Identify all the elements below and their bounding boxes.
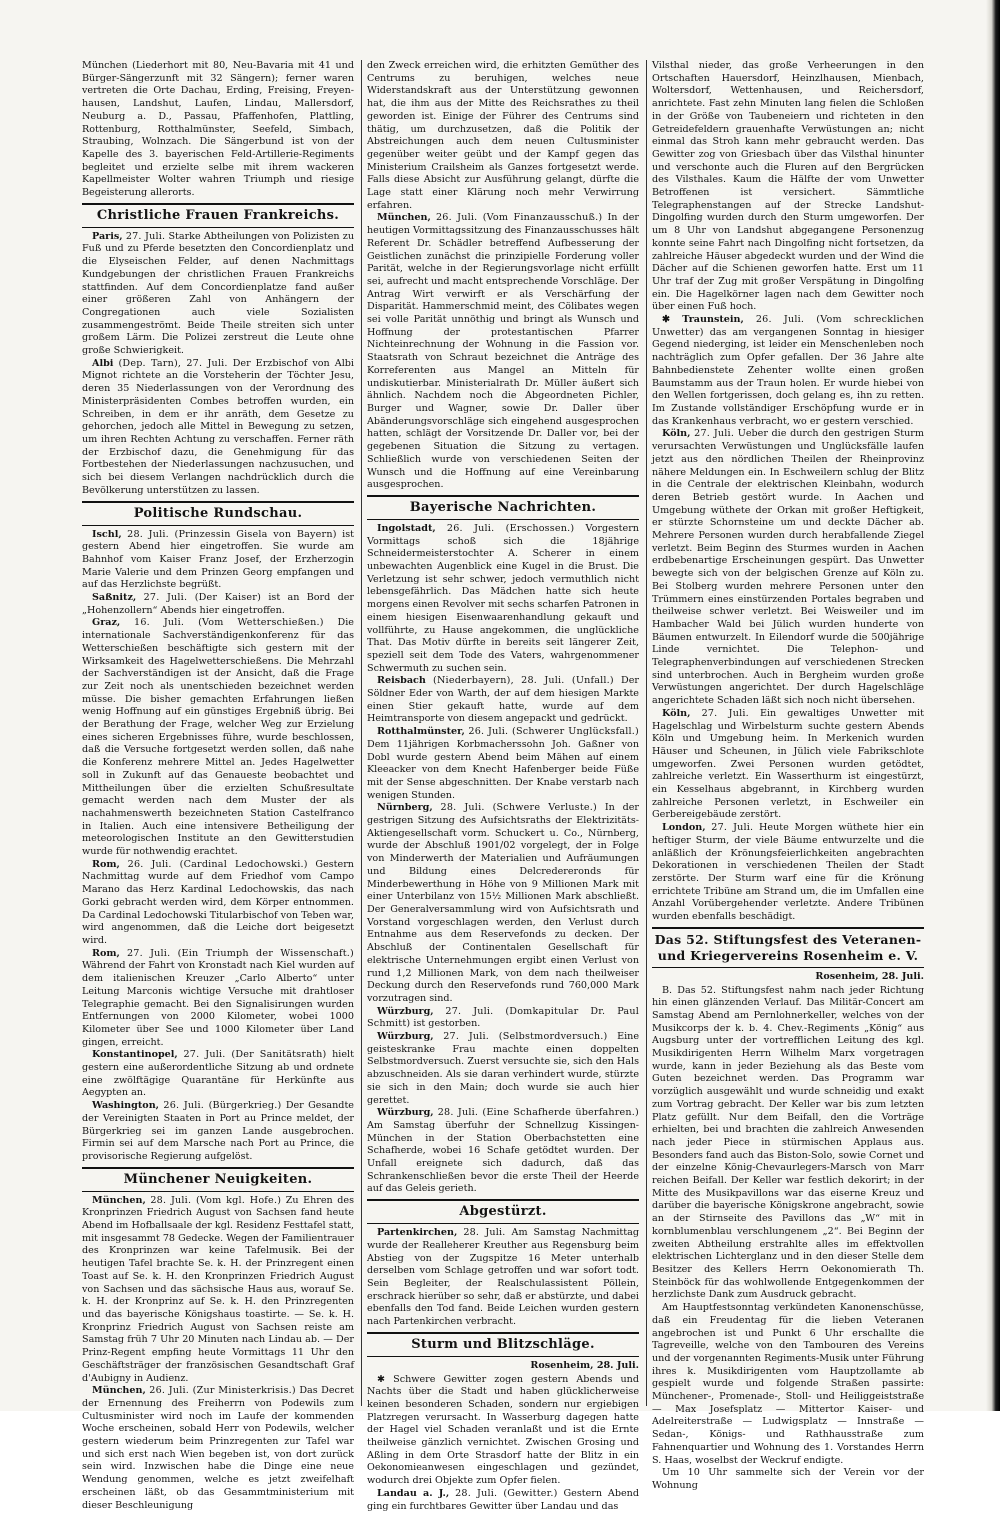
dateline-subtitle: 26. Juli. (Cardinal Ledochowski.) <box>127 858 308 870</box>
section-heading: Politische Rundschau. <box>133 505 303 521</box>
paragraph-text: Dem 11jährigen Korbmacherssohn Joh. Gaßner von Dobl wurde gestern Abend beim Mähen auf einem Kleeacker von dem Knecht Hafenberger beide Füße mit der Sense abgeschnitten. Der Knabe verstarb nach wenigen Stunden. <box>367 738 639 801</box>
paragraph-text: hielt gestern eine außerordentliche Sitzung ab und ordnete eine zwölftägige Quarantäne für Herkünfte aus Aegypten an. <box>82 1049 354 1099</box>
paragraph-text: ist gestorben. <box>413 1018 481 1030</box>
dateline-place: Würzburg, <box>377 1031 434 1043</box>
dateline-place: Würzburg, <box>377 1005 434 1017</box>
section-rule <box>367 519 639 520</box>
dateline-subtitle: 27. Juli. <box>701 707 749 719</box>
dateline-subtitle: 28. Juli. (Schwere Verluste.) <box>440 802 598 814</box>
article-paragraph <box>652 822 924 924</box>
section-heading: Abgestürzt. <box>459 1204 547 1220</box>
paragraph-text: den Zweck erreichen wird, die erhitzten Gemüther des Centrums zu beruhigen, welches neue Widerstandskraft aus der Unterstützung gewonnen hat, die ihm aus der Mitte des Reichsrathes zu theil geworden ist. Einige der Führer des Centrums sind thätig, um durchzusetzen, daß die Politik der Abstreichungen auch dem neuen Cultusminister gegenüber weiter geübt und der Kampf gegen das Ministerium Crailsheim als Ganzes fortgesetzt werde. Falls diese Absicht zur Ausführung gelangt, dürfte die Lage statt einer Klärung noch mehr Verwirrung erfahren. <box>367 60 639 211</box>
section-rule <box>82 227 354 228</box>
dateline-subtitle: 28. Juli. (Eine Schafherde überfahren.) <box>437 1107 639 1119</box>
paragraph-text: Gestern Nachmittag wurde auf dem Friedhof vom Campo Marano das Herz Kardinal Ledochowskis, das nach Gorki gebracht werden wird, dem Körper entnommen. Da Cardinal Ledochowski Titularbischof von Teben war, wird angenommen, daß die Leiche dort beigesetzt wird. <box>82 858 354 946</box>
section-rule <box>82 501 354 503</box>
dateline-subtitle: 26. Juli. (Vom Finanzausschuß.) <box>435 212 603 224</box>
article-paragraph <box>82 948 354 1050</box>
article-paragraph <box>367 1488 639 1513</box>
paragraph-text: Am Hauptfestsonntag verkündeten Kanonenschüsse, daß ein Freudentag für die lieben Veteranen angebrochen ist und Punkt 6 Uhr erschallte die Tagreveille, welche von den Tambouren des Vereins und der vorgenannten Regiments-Musik unter Führung ihres k. Musikdirigenten vom Hauptzollamte ab gespielt wurde und folgende Straßen passirte: Münchener-, Promenade-, Stoll- und Heiliggeiststraße — Max Josefsplatz — Mittertor Kaiser- und Adelreiterstraße — Ludwigsplatz — Innstraße — Sedan-, Königs- und Rathhausstraße zum Fahnenquartier und Wohnung des 1. Vorstandes Herrn S. Haas, woselbst der Weckruf endigte. <box>652 1302 924 1466</box>
dateline-subtitle: 27. Juli. <box>711 822 754 834</box>
page-binding-edge <box>986 0 1000 1411</box>
article-paragraph <box>82 859 354 948</box>
paragraph-text: In der gestrigen Sitzung des Aufsichtsraths der Elektrizitäts-Aktiengesellschaft vorm. Schuckert u. Co., Nürnberg, wurde der Abschluß 1901/02 vorgelegt, der in Folge von Minderwerth der Materialien und Aufräumungen und Bildung eines Delcredereronds für Minderbewerthung in Höhe von 9 Millionen Mark mit einer Unterbilanz von 15½ Millionen Mark abschließt. Der Generalversammlung wird von Aufsichtsrath und Vorstand vorgeschlagen werden, den Verlust durch Entnahme aus dem Reservefonds zu decken. Der Abschluß der Continentalen Gesellschaft für elektrische Unternehmungen ergibt einen Verlust von rund 1,2 Millionen Mark, von dem nach theilweiser Deckung durch den Reservefonds rund 760,000 Mark vorzutragen sind. <box>367 802 639 1004</box>
dateline-place: Rotthalmünster, <box>377 726 465 738</box>
article-paragraph <box>367 212 639 491</box>
article-paragraph <box>82 231 354 358</box>
dateline-place: Albi <box>92 357 114 369</box>
section-heading: Sturm und Blitzschläge. <box>411 1336 595 1352</box>
article-paragraph <box>367 60 639 212</box>
paragraph-text: Das Decret der Ernennung des Freiherrn von Podewils zum Cultusminister wird noch im Laufe der kommenden Woche erscheinen, sobald Herr von Podewils, welcher gestern wiederum beim Prinzregenten zur Tafel war und sich erst nach Wien begeben ist, von dort zurück sein wird. Inzwischen habe die Dinge eine neue Wendung genommen, welche es jetzt zweifelhaft erscheinen läßt, ob das Gesammtministerium mit dieser Beschleunigung <box>82 1385 354 1511</box>
paragraph-text: Ueber die durch den gestrigen Sturm verursachten Verwüstungen und Unglücksfälle laufen jetzt aus den nördlichen Theilen der Rheinprovinz nähere Meldungen ein. In Eschweilern schlug der Blitz in die Centrale der elektrischen Kleinbahn, wodurch deren Betrieb gestört wurde. In Aachen und Umgebung wüthete der Orkan mit großer Heftigkeit, er stürzte Schornsteine um und deckte Dächer ab. Mehrere Personen wurden durch herabfallende Ziegel verletzt. Beim Beginn des Sturmes wurden in Aachen erdbebenartige Erscheinungen gespürt. Das Unwetter bewegte sich von der belgischen Grenze auf Köln zu. Bei Stolberg wurden mehrere Personen unter den Trümmern eines einstürzenden Portales begraben und theilweise schwer verletzt. Bei Weisweiler und im Hambacher Wald bei Jülich wurden hunderte von Bäumen entwurzelt. In Eilendorf wurde die 500jährige Linde vernichtet. Die Telephon- und Telegraphenverbindungen auf verschiedenen Strecken sind unterbrochen. Auch in Bergheim wurden große Verwüstungen angerichtet. Der durch Hagelschläge angerichtete Schaden läßt sich noch nicht übersehen. <box>652 428 924 707</box>
dateline-place: London, <box>662 822 706 834</box>
paragraph-text: Der Erzbischof von Albi Mignot richtete an die Vorsteherin der Töchter Jesu, deren 35 Niederlassungen von der Verordnung des Ministerpräsidenten Combes betroffen wurden, ein Schreiben, in dem er ihr anräth, dem Gesetze zu gehorchen, jedoch alle Mittel in Bewegung zu setzen, um ihren Rechten Achtung zu verschaffen. Ferner räth der Erzbischof dazu, die Genehmigung für das Fortbestehen der Niederlassungen nachzusuchen, und sich bei diesem Verlangen nachdrücklich durch die Bevölkerung unterstützen zu lassen. <box>82 357 354 496</box>
section-heading: Das 52. Stiftungsfest des Veteranen- und Kriegervereins Rosenheim e. V. <box>654 931 922 963</box>
section-rule <box>652 927 924 929</box>
dateline-place: Würzburg, <box>377 1107 434 1119</box>
section-rule <box>367 1199 639 1201</box>
dateline-place: Graz, <box>92 617 121 629</box>
dateline-place: Konstantinopel, <box>92 1049 178 1061</box>
dateline-subtitle: 28. Juli. <box>463 1227 506 1239</box>
article-paragraph <box>652 428 924 707</box>
article-paragraph <box>367 523 639 675</box>
section-rule <box>367 495 639 497</box>
section-rule <box>652 967 924 968</box>
dateline-place: Landau a. J., <box>377 1487 450 1499</box>
dateline-subtitle: 16. Juli. (Vom Wetterschießen.) <box>134 617 324 629</box>
article-paragraph <box>82 358 354 498</box>
dateline-place: Ingolstadt, <box>377 522 436 534</box>
paragraph-text: Am Samstag Nachmittag wurde der Realleherer Kreuther aus Regensburg beim Abstieg von der Zugspitze 16 Meter unterhalb derselben vom Schlage getroffen und war sofort todt. Sein Begleiter, der Realschulassistent Pöllein, erschrack hierüber so sehr, daß er abstürzte, und dabei ebenfalls den Tod fand. Beide Leichen wurden gestern nach Partenkirchen verbracht. <box>367 1227 639 1328</box>
paragraph-text: Während der Fahrt von Kronstadt nach Kiel wurden auf dem italienischen Kreuzer „Carlo Alberto“ unter Leitung Marconis wichtige Versuche mit drahtloser Telegraphie gemacht. Bei den Signalisirungen wurden Entfernungen von 2000 Kilometer, wobei 1000 Kilometer über See und 1000 Kilometer über Land gingen, erreicht. <box>82 960 354 1048</box>
section-rule <box>82 1191 354 1192</box>
paragraph-text: Zu Ehren des Kronprinzen Friedrich August von Sachsen fand heute Abend im Hofballsaale der kgl. Residenz Festtafel statt, mit insgesammt 78 Gedecke. Wegen der Familientrauer des Kronprinzen war keine Tafelmusik. Bei der heutigen Tafel brachte Se. k. H. der Prinzregent einen Toast auf Se. k. H. den Kronprinzen Friedrich August von Sachsen und das sächsische Haus aus, worauf Se. k. H. der Kronprinz auf Se. k. H. den Prinzregenten und das bayerische Königshaus toastirte. — Se. k. H. Kronprinz Friedrich August von Sachsen reiste am Samstag früh 7 Uhr 20 Minuten nach Lindau ab. — Der Prinz-Regent empfing heute Vormittags 11 Uhr den Geschäftsträger der französischen Gesandtschaft Graf d'Aubigny in Audienz. <box>82 1194 355 1384</box>
dateline-place: ✱ Traunstein, <box>662 314 744 326</box>
dateline-place: München, <box>92 1385 146 1397</box>
dateline-subtitle: 28. Juli. (Vom kgl. Hofe.) <box>150 1194 282 1206</box>
paragraph-text: das am vergangenen Sonntag in hiesiger Gegend niederging, ist leider ein Menschenleben noch nachträglich zum Opfer gefallen. Der 36 Jahre alte Bahnbedienstete Zehenter wollte einen großen Baumstamm aus der Traun holen. Er wurde hiebei von den Wellen fortgerissen, doch gelang es, ihn zu retten. Im Zustande vollständiger Erschöpfung wurde er in das Krankenhaus verbracht, wo er gestern verschied. <box>652 326 924 427</box>
dateline-subtitle: 27. Juli. <box>125 230 166 242</box>
dateline-place: Saßnitz, <box>92 592 137 604</box>
dateline-place: Reisbach <box>377 675 426 687</box>
dateline-subtitle: 27. Juli. (Domkapitular Dr. Paul Schmitt) <box>367 1005 639 1030</box>
column-rule <box>361 60 362 1406</box>
section-rule <box>82 525 354 526</box>
article-paragraph <box>82 529 354 593</box>
section-heading: Münchener Neuigkeiten. <box>123 1171 313 1187</box>
dateline-subtitle: 26. Juli. (Vom schrecklichen Unwetter) <box>652 314 924 338</box>
dateline-place: Rom, <box>92 858 120 870</box>
section-rule <box>82 1167 354 1169</box>
paragraph-text: Vorgestern Vormittags schoß sich die 18jährige Schneidermeisterstochter A. Scherer in einem unbewachten Augenblick eine Kugel in die Brust. Die Verletzung ist sehr schwer, jedoch vermuthlich nicht lebensgefährlich. Das Mädchen hatte sich heute morgens einen Revolver mit sechs scharfen Patronen in einem hiesigen Eisenwaarenhandlung gekauft und vollführte, zu Hause angekommen, die unglückliche That. Das Motiv dürfte in bereits seit längerer Zeit, speziell seit dem Tode des Vaters, wahrgenommener Schwermuth zu suchen sein. <box>367 522 639 674</box>
section-rule <box>367 1332 639 1334</box>
article-paragraph <box>367 1107 639 1196</box>
paragraph-text: ist an Bord der „Hohenzollern“ Abends hier eingetroffen. <box>82 592 354 616</box>
dateline-subtitle: 27. Juli. (Ein Triumph der Wissenschaft.) <box>126 947 354 959</box>
paragraph-text: B. Das 52. Stiftungsfest nahm nach jeder Richtung hin einen glänzenden Verlauf. Das Militär-Concert am Samstag Abend am Pernlohnerkeller, welches von der Musikcorps der k. b. 4. Chev.-Regiments „König“ aus Augsburg unter der vortrefflichen Leitung des kgl. Musikdirigenten Herrn Wilhelm Marx vorgetragen wurde, kann in jeder Beziehung als das Beste vom Guten bezeichnet werden. Das Programm war vorzüglich ausgewählt und wurde schneidig und exakt zum Vortrag gebracht. Der Keller war bis zum letzten Platz gefüllt. Nur dem Beifall, den die Vorträge erhielten, bei und brachten die zahlreich Anwesenden nach jeder Piece in stürmischen Applaus aus. Besonders fand auch das Biston-Solo, sowie Cornet und der einzelne König-Chevaurlegers-Marsch von Marr reichen Beifall. Der Keller war festlich dekorirt; in der Mitte des Musikpavillons war das eiserne Kreuz und darüber die bayerische Königskrone angebracht, sowie an der Stirnseite des Pavillons das „W“ mit in kornblumenblau verschlungenem „2“. Bei Beginn der zweiten Abtheilung erstrahlte alles im effektvollen elektrischen Lichterglanz und in den dieser Stelle dem Besitzer des Kellers Herrn Oekonomierath Th. Steinböck für das wohlwollende Entgegenkommen der herzlichste Dank zum Ausdruck gebracht. <box>652 984 925 1301</box>
column-rule <box>646 60 647 1406</box>
section-heading: Bayerische Nachrichten. <box>409 499 597 515</box>
column-3 <box>652 60 925 1491</box>
paragraph-text: Heute Morgen wüthete hier ein heftiger Sturm, der viele Bäume entwurzelte und die anläßlich der Krönungsfeierlichkeiten angebrachten Dekorationen in verschiedenen Theilen der Stadt zerstörte. Der Sturm warf eine für die Krönung errichtete Tribüne am Strand um, die im Umfallen eine Anzahl Vorübergehender verletzte. Andere Tribünen wurden ebenfalls beschädigt. <box>652 822 924 923</box>
article-paragraph <box>82 1195 354 1386</box>
paragraph-text: Ein gewaltiges Unwetter mit Hagelschlag und Wirbelsturm suchte gestern Abends Köln und Umgebung heim. In Merkenich wurden Häuser und Scheunen, in Jülich viele Fabrikschlote umgeworfen. Zwei Personen wurden getödtet, zahlreiche verletzt. Ein Wasserthurm ist eingestürzt, ein Kesselhaus abgebrannt, in Kirchberg wurden zahlreiche Personen verletzt, in Eschweiler ein Gerbereigebäude zerstört. <box>652 707 924 821</box>
paragraph-text: Der Gesandte der Vereinigten Staaten in Port au Prince meldet, der Bürgerkrieg sei im ganzen Lande ausgebrochen. Firmin sei auf dem Marsche nach Port au Prince, die provisorische Regierung aufgelöst. <box>82 1100 354 1162</box>
article-paragraph <box>652 60 924 314</box>
article-paragraph <box>82 60 354 200</box>
article-paragraph <box>652 1302 924 1467</box>
article-paragraph <box>652 985 924 1303</box>
dateline-subtitle: 27. Juli. (Der Sanitätsrath) <box>183 1049 327 1061</box>
dateline: Rosenheim, 28. Juli. <box>530 1359 639 1371</box>
article-paragraph <box>652 708 924 822</box>
paragraph-text: Der Söldner Eder von Warth, der auf dem hiesigen Markte einen Stier gekauft hatte, wurde auf dem Heimtransporte von diesem angepackt und gedrückt. <box>367 675 639 725</box>
article-paragraph <box>367 1374 639 1488</box>
dateline-subtitle: 28. Juli. (Gewitter.) <box>455 1487 558 1499</box>
article-paragraph <box>652 1467 924 1492</box>
dateline-subtitle: 27. Juli. <box>694 428 735 440</box>
dateline-subtitle: 27. Juli. (Selbstmordversuch.) <box>443 1031 608 1043</box>
section-rule <box>82 203 354 205</box>
dateline-subtitle: 26. Juli. (Erschossen.) <box>446 522 575 534</box>
dateline: Rosenheim, 28. Juli. <box>815 970 924 982</box>
paragraph-text: Eine geisteskranke Frau machte einen doppelten Selbstmordversuch. Zuerst versuchte sie, sich den Hals abzuschneiden. Als sie daran verhindert wurde, stürzte sie sich in den Main; doch wurde sie auch hier gerettet. <box>367 1031 639 1106</box>
paragraph-text: In der heutigen Vormittagssitzung des Finanzausschusses hält Referent Dr. Schädler betreffend Aufbesserung der Geistlichen zunächst die prinzipielle Forderung voller Parität, welche in der Regierungsvorlage nicht erfüllt sei, aufrecht und macht entsprechende Vorschläge. Der Antrag Wirt verwirft er als Verschärfung der Disparität. Hammerschmid meint, des Cölibates wegen sei volle Parität unnöthig und bringt als Wunsch und Hoffnung der protestantischen Pfarrer Nichteinrechnung der Wohnung in die Fassion vor. Staatsrath von Schraut bezeichnet die Anträge des Korreferenten aus Mangel an Mitteln für undiskutierbar. Ministerialrath Dr. Müller äußert sich ähnlich. Nachdem noch die Abgeordneten Pichler, Burger und Wagner, sowie Dr. Daller über Abänderungsvorschläge sich eingehend ausgesprochen hatten, schlägt der Vorsitzende Dr. Daller vor, bei der gegebenen Situation die Sitzung zu vertagen. Schließlich wurde von verschiedenen Seiten der Wunsch und die Hoffnung auf eine Vereinbarung ausgesprochen. <box>367 212 639 491</box>
dateline-subtitle: 26. Juli. (Zur Ministerkrisis.) <box>149 1385 296 1397</box>
paragraph-text: Die internationale Sachverständigenkonferenz für das Wetterschießen beschäftigte sich gestern mit der Wirksamkeit des Hagelwetterschießens. Die Mehrzahl der Sachverständigen ist der Ansicht, daß die Frage zur Zeit noch als unentschieden bezeichnet werden müsse. Die bisher gemachten Erfahrungen ließen wenig Hoffnung auf ein günstiges Ergebniß übrig. Bei der Berathung der Frage, welcher Weg zur Erzielung eines sicheren Ergebnisses führe, wurde beschlossen, daß die Versuche fortgesetzt werden sollen, daß nahe die Konferenz mehrere Mittel an. Jedes Hagelwetter soll in Zukunft auf das Genaueste beobachtet und Mittheilungen über die erzielten Schußresultate gemacht werden nach dem Muster der als nachahmenswerth bezeichneten Station Castelfranco in Italien. Auch eine intensivere Betheiligung der meteorologischen Institute an den Gewitterstudien wurde für nothwendig erachtet. <box>82 617 354 858</box>
dateline-subtitle: 27. Juli. (Der Kaiser) <box>143 592 262 604</box>
article-paragraph <box>367 675 639 726</box>
article-paragraph <box>82 1049 354 1100</box>
dateline-place: München, <box>377 212 431 224</box>
paragraph-text: Am Samstag überfuhr der Schnellzug Kissingen-München in der Station Oberbachstetten eine Schafherde, wobei 16 Schafe getödtet wurden. Der Unfall ereignete sich dadurch, daß das Schrankenschließen bevor die erste Theil der Heerde auf das Geleis gerieth. <box>367 1119 639 1195</box>
paragraph-text: Vilsthal nieder, das große Verheerungen in den Ortschaften Hauersdorf, Heinzlhausen, Mienbach, Woltersdorf, Wettenhausen, und Reichersdorf, anrichtete. Fast zehn Minuten lang fielen die Schloßen in der Größe von Taubeneiern und richteten in den Getreidefeldern grauenhafte Verwüstungen an; nicht einmal das Stroh kann mehr gebraucht werden. Das Gewitter zog von Griesbach über das Vilsthal hinunter und verschonte auch die Fluren auf den Bergrücken des Vilsthales. Kaum die Hälfte der vom Unwetter Betroffenen ist versichert. Sämmtliche Telegraphenstangen auf der Strecke Landshut-Dingolfing wurden durch den Sturm umgeworfen. Der um 8 Uhr von Landshut abgegangene Personenzug konnte seine Fahrt nach Dingolfing nicht fortsetzen, da zahlreiche Häuser abgedeckt wurden und der Wind die Dächer auf die Schienen geworfen hatte. Erst um 11 Uhr traf der Zug mit großer Verspätung in Dingolfing ein. Die Hagelkörner lagen nach dem Gewitter noch über einen Fuß hoch. <box>652 60 924 313</box>
paragraph-text: Gestern Abend ging ein furchtbares Gewitter über Landau und das <box>367 1487 639 1512</box>
dateline-subtitle: 26. Juli. (Schwerer Unglücksfall.) <box>468 726 639 738</box>
dateline-subtitle: (Dep. Tarn), 27. Juli. <box>118 357 228 369</box>
dateline-place: München, <box>92 1194 146 1206</box>
dateline-subtitle: (Niederbayern), 28. Juli. (Unfall.) <box>433 675 614 687</box>
dateline-place: Köln, <box>662 428 691 440</box>
paragraph-text: Starke Abtheilungen von Polizisten zu Fuß und zu Pferde besetzten den Concordienplatz und die Elyseischen Felder, auf denen Nachmittags Kundgebungen der christlichen Frauen Frankreichs stattfinden. Auf dem Concordienplatze fand außer einer größeren Zahl von Anhängern der Congregationen auch viele Sozialisten zusammengeströmt. Beide Theile streiten sich unter großem Lärm. Die Polizei zerstreut die Leute ohne große Schwierigkeit. <box>82 230 354 357</box>
paragraph-text: ist gestern Abend hier eingetroffen. Sie wurde am Bahnhof vom Kaiser Franz Josef, der Erzherzogin Marie Valerie und dem Prinzen Georg empfangen und auf das Herzlichste begrüßt. <box>82 528 354 591</box>
section-heading: Christliche Frauen Frankreichs. <box>96 207 340 223</box>
dateline-place: Rom, <box>92 947 120 959</box>
article-paragraph <box>367 1006 639 1031</box>
dateline-place: Paris, <box>92 230 123 242</box>
paragraph-text: ✱ Schwere Gewitter zogen gestern Abends und Nachts über die Stadt und haben glücklicherweise keinen besonderen Schaden, sondern nur ergiebigen Platzregen verursacht. In Wasserburg dagegen hatte der Hagel viel Schaden veranlaßt und ist die Ernte theilweise gänzlich vernichtet. Zwischen Grosing und Aßling in dem Orte Strasdorf hatte der Blitz in ein Oekonomieanwesen eingeschlagen und gezündet, wodurch drei Objekte zum Opfer fielen. <box>367 1373 639 1487</box>
article-paragraph <box>652 314 924 428</box>
column-1 <box>82 60 355 1511</box>
dateline-place: Nürnberg, <box>377 802 433 814</box>
paragraph-text: Um 10 Uhr sammelte sich der Verein vor der Wohnung <box>652 1467 924 1491</box>
dateline-place: Washington, <box>92 1100 160 1112</box>
dateline-subtitle: 26. Juli. (Bürgerkrieg.) <box>163 1100 282 1112</box>
column-2 <box>367 60 639 1512</box>
dateline-place: Ischl, <box>92 528 122 540</box>
section-rule <box>367 1223 639 1224</box>
article-paragraph <box>82 592 354 617</box>
article-paragraph <box>82 1100 354 1164</box>
section-rule <box>367 1356 639 1357</box>
paragraph-text: München (Liederhort mit 80, Neu-Bavaria mit 41 und Bürger-Sängerzunft mit 32 Sängern); ferner waren vertreten die Orte Dachau, Erding, Freising, Freyen-hausen, Landshut, Laufen, Lindau, Mallersdorf, Neuburg a. D., Passau, Pfaffenhofen, Plattling, Rottenburg, Rotthalmünster, Seefeld, Simbach, Straubing, Wolnzach. Die Sängerbund ist von der Kapelle des 3. bayerischen Feld-Artillerie-Regiments begleitet und erzielte selbe mit ihrem wackeren Kapellmeister Wolter wahren Triumph und riesige Begeisterung allerorts. <box>82 60 354 199</box>
dateline-place: Partenkirchen, <box>377 1227 458 1239</box>
article-paragraph <box>82 617 354 858</box>
article-paragraph <box>367 802 639 1005</box>
article-paragraph <box>367 1227 639 1329</box>
article-paragraph <box>367 726 639 802</box>
dateline-place: Köln, <box>662 707 691 719</box>
dateline-subtitle: 28. Juli. (Prinzessin Gisela von Bayern) <box>127 528 337 540</box>
article-paragraph <box>82 1385 354 1512</box>
article-paragraph <box>367 1031 639 1107</box>
